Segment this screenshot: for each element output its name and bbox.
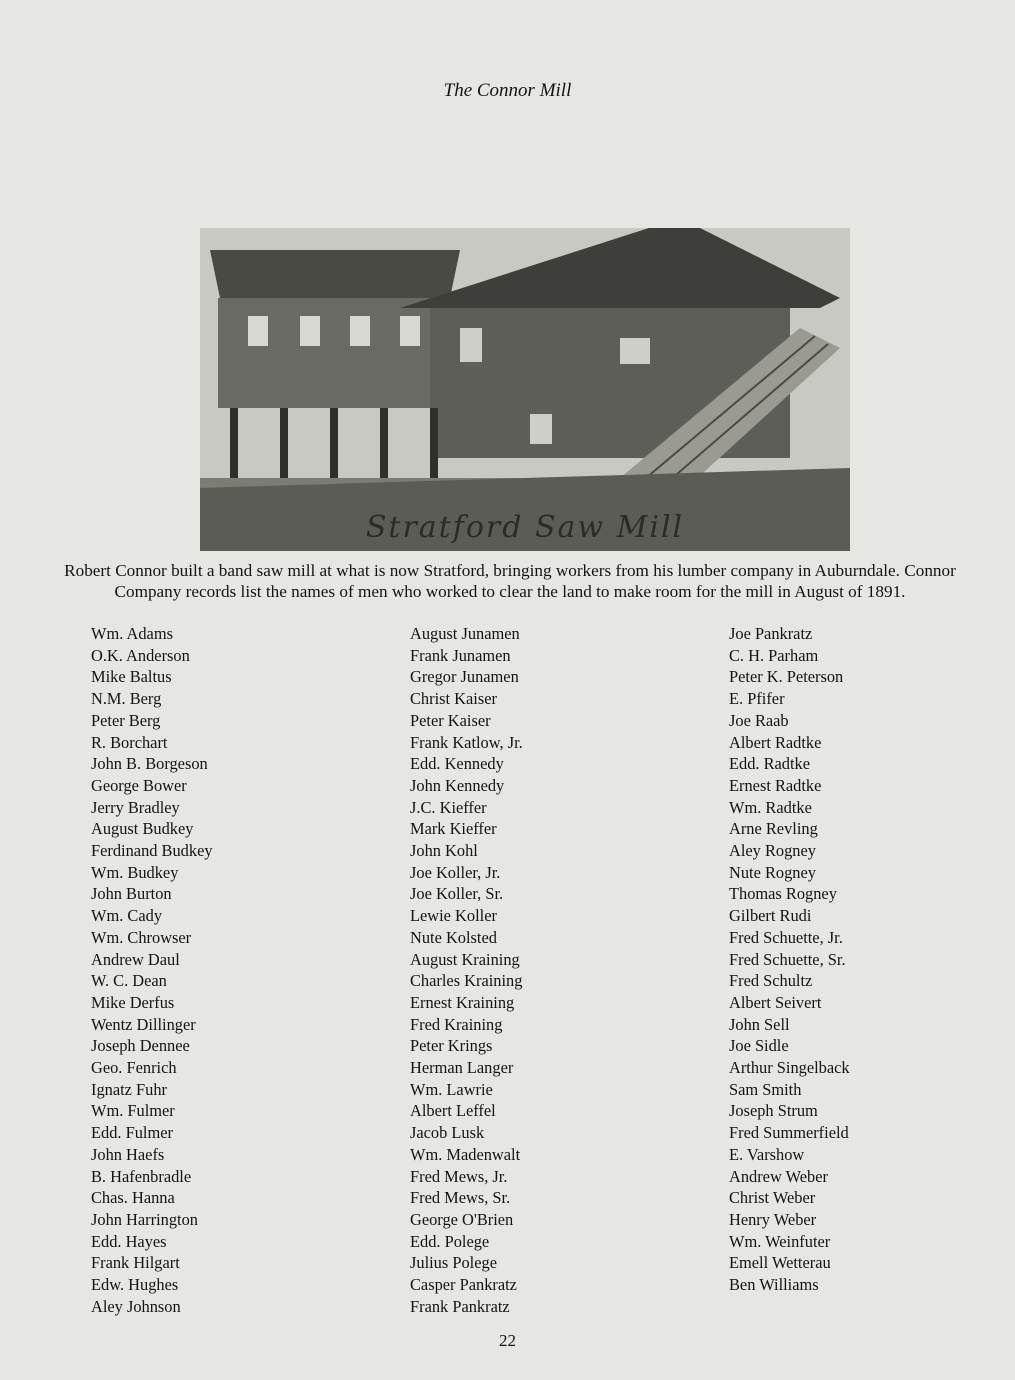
name-list-item: Andrew Weber — [729, 1166, 828, 1186]
name-list-item: E. Pfifer — [729, 689, 785, 709]
name-list-item: Jerry Bradley — [91, 797, 180, 817]
name-list-item: Fred Kraining — [410, 1014, 503, 1034]
name-list-item: Wm. Lawrie — [410, 1079, 493, 1099]
name-list-item: Albert Leffel — [410, 1101, 496, 1121]
name-list-item: Arthur Singelback — [729, 1058, 850, 1078]
name-list-item: August Junamen — [410, 624, 520, 643]
name-list-item: Albert Radtke — [729, 732, 822, 752]
name-list-item: Edd. Kennedy — [410, 754, 504, 774]
name-list-item: Lewie Koller — [410, 906, 497, 926]
name-list-item: Jacob Lusk — [410, 1123, 485, 1143]
name-list-item: Edw. Hughes — [91, 1275, 179, 1295]
name-list-item: Fred Schultz — [729, 971, 813, 991]
name-list-item: Joe Raab — [729, 710, 789, 730]
name-list-item: Frank Katlow, Jr. — [410, 732, 523, 752]
name-list-item: Ernest Radtke — [729, 775, 822, 795]
name-list-item: Chas. Hanna — [91, 1188, 175, 1208]
name-list-item: Edd. Radtke — [729, 754, 811, 774]
name-list-item: George O'Brien — [410, 1209, 514, 1229]
names-column-3 — [729, 623, 850, 1296]
name-list-item: John Kohl — [410, 841, 478, 861]
name-list-item: Ferdinand Budkey — [91, 841, 213, 861]
photo-caption: Robert Connor built a band saw mill at what is now Stratford, bringing workers from his lumber company in Auburndale. Connor Company records list the names of men who worked to clear the land to make room for the mill in August of 1891. — [64, 561, 956, 601]
name-list-item: Ben Williams — [729, 1275, 819, 1295]
names-column-2 — [410, 623, 523, 1318]
photo-handwritten-label: Stratford Saw Mill — [365, 510, 685, 545]
name-list-item: Nute Rogney — [729, 862, 816, 882]
name-list-item: John Burton — [91, 884, 172, 904]
name-list-item: R. Borchart — [91, 732, 168, 752]
name-list-item: Joseph Dennee — [91, 1036, 190, 1056]
name-list-item: Charles Kraining — [410, 971, 523, 991]
name-list-item: Mike Derfus — [91, 992, 175, 1012]
name-list-item: Joseph Strum — [729, 1101, 818, 1121]
name-list-item: Wm. Madenwalt — [410, 1144, 521, 1164]
name-list-item: John Kennedy — [410, 775, 505, 795]
name-list-item: E. Varshow — [729, 1144, 805, 1164]
name-list-item: John Sell — [729, 1014, 790, 1034]
name-list-item: Aley Rogney — [729, 841, 816, 861]
name-list-item: Herman Langer — [410, 1058, 514, 1078]
name-list-item: Arne Revling — [729, 819, 818, 839]
name-list-item: C. H. Parham — [729, 645, 819, 665]
name-list-item: Wm. Adams — [91, 624, 173, 643]
name-list-item: Wm. Radtke — [729, 797, 812, 817]
name-list-item: Wm. Weinfuter — [729, 1231, 831, 1251]
name-list-item: Geo. Fenrich — [91, 1058, 177, 1078]
name-list-item: Christ Kaiser — [410, 689, 497, 709]
name-list-item: Frank Pankratz — [410, 1296, 510, 1316]
name-list-item: Aley Johnson — [91, 1296, 181, 1316]
page-number: 22 — [499, 1331, 516, 1350]
name-list-item: Peter K. Peterson — [729, 667, 844, 687]
name-list-item: John Haefs — [91, 1144, 165, 1164]
name-list-item: Joe Sidle — [729, 1036, 789, 1056]
name-list-item: N.M. Berg — [91, 689, 162, 709]
names-column-1 — [91, 623, 213, 1318]
name-list-item: O.K. Anderson — [91, 645, 190, 665]
name-list-item: Peter Krings — [410, 1036, 493, 1056]
saw-mill-illustration — [200, 228, 850, 551]
name-list-item: Fred Schuette, Jr. — [729, 927, 843, 947]
name-list-item: Frank Hilgart — [91, 1253, 180, 1273]
name-list-item: Nute Kolsted — [410, 927, 497, 947]
name-list-item: August Budkey — [91, 819, 194, 839]
name-list-item: Mike Baltus — [91, 667, 172, 687]
name-list-item: Peter Kaiser — [410, 710, 491, 730]
name-list-item: Edd. Polege — [410, 1231, 490, 1251]
name-list-item: Mark Kieffer — [410, 819, 497, 839]
name-list-item: Joe Pankratz — [729, 624, 813, 643]
name-list-item: Edd. Fulmer — [91, 1123, 173, 1143]
name-list-item: Thomas Rogney — [729, 884, 837, 904]
name-list-item: Wm. Cady — [91, 906, 163, 926]
name-list-item: August Kraining — [410, 949, 520, 969]
name-list-item: Fred Mews, Jr. — [410, 1166, 508, 1186]
saw-mill-photo — [200, 228, 850, 551]
name-list-item: Ernest Kraining — [410, 992, 515, 1012]
name-list-item: Frank Junamen — [410, 645, 511, 665]
name-list-item: J.C. Kieffer — [410, 797, 487, 817]
name-list-item: W. C. Dean — [91, 971, 167, 991]
name-list-item: Wm. Budkey — [91, 862, 179, 882]
name-list-item: Albert Seivert — [729, 992, 822, 1012]
page-title: The Connor Mill — [443, 80, 572, 101]
name-list-item: Fred Summerfield — [729, 1123, 849, 1143]
name-list-item: Peter Berg — [91, 710, 161, 730]
name-list-item: Fred Mews, Sr. — [410, 1188, 511, 1208]
name-list-item: Casper Pankratz — [410, 1275, 517, 1295]
name-list-item: Wm. Chrowser — [91, 927, 192, 947]
name-list-item: Christ Weber — [729, 1188, 816, 1208]
name-list-item: Wentz Dillinger — [91, 1014, 196, 1034]
name-list-item: George Bower — [91, 775, 187, 795]
name-list-item: Gregor Junamen — [410, 667, 519, 687]
name-list-item: Joe Koller, Sr. — [410, 884, 504, 904]
name-list-item: Gilbert Rudi — [729, 906, 812, 926]
name-list-item: Henry Weber — [729, 1209, 817, 1229]
name-list-item: Sam Smith — [729, 1079, 802, 1099]
name-list-item: John Harrington — [91, 1209, 198, 1229]
name-list-item: Emell Wetterau — [729, 1253, 831, 1273]
name-list-item: Fred Schuette, Sr. — [729, 949, 846, 969]
name-list-item: B. Hafenbradle — [91, 1166, 192, 1186]
name-list-item: Wm. Fulmer — [91, 1101, 175, 1121]
name-list-item: Ignatz Fuhr — [91, 1079, 168, 1099]
name-list-item: Julius Polege — [410, 1253, 497, 1273]
name-list-item: Andrew Daul — [91, 949, 180, 969]
name-list-item: John B. Borgeson — [91, 754, 208, 774]
name-list-item: Joe Koller, Jr. — [410, 862, 501, 882]
name-list-item: Edd. Hayes — [91, 1231, 167, 1251]
